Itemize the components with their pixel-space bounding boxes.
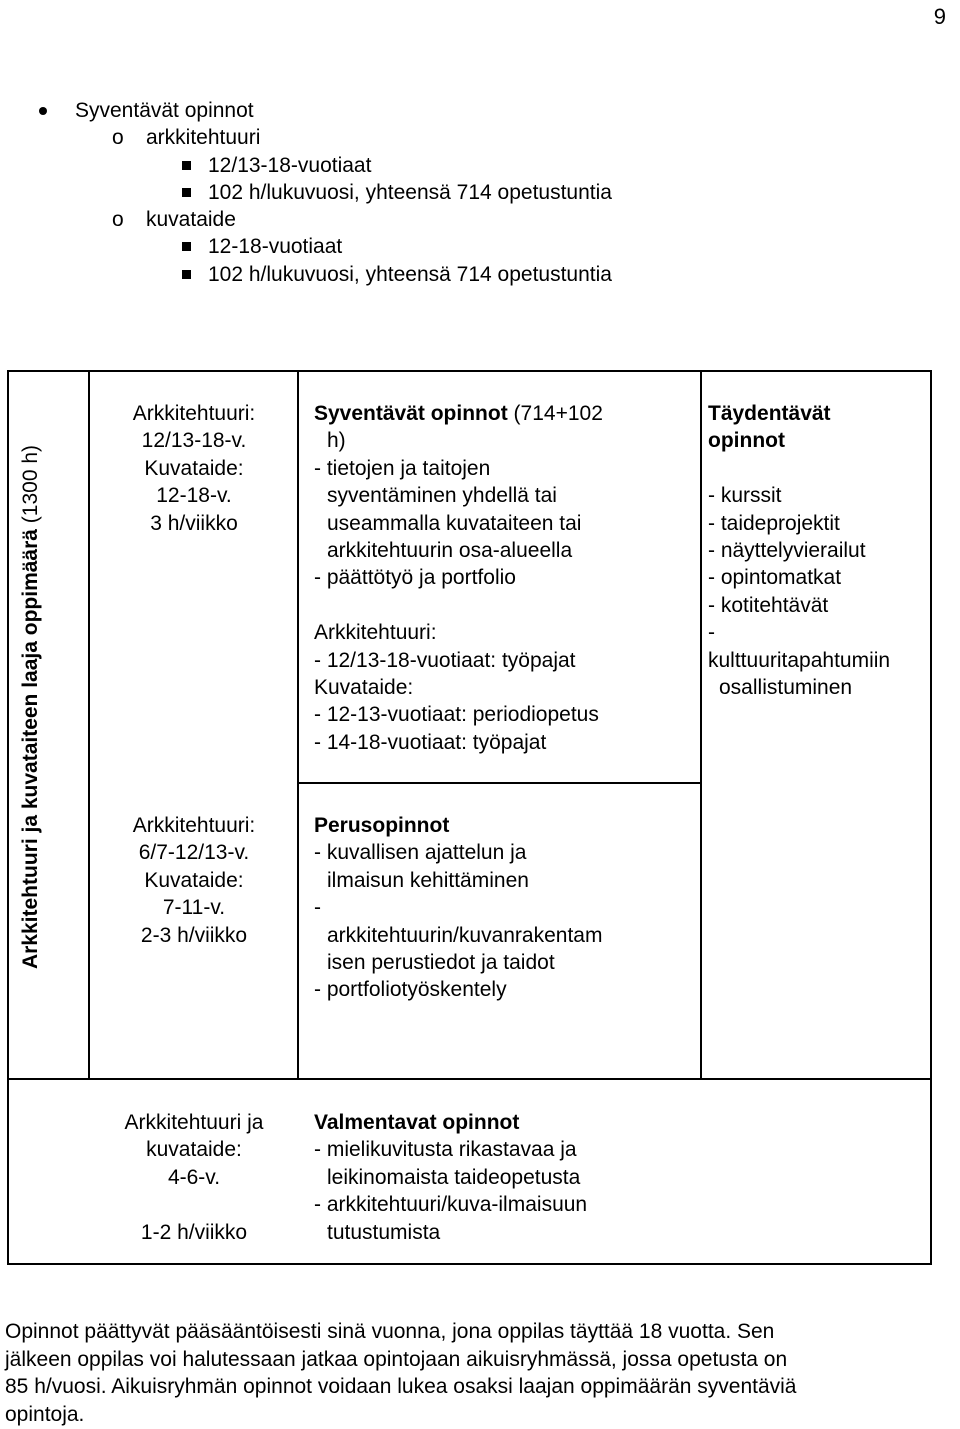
content-line: - kurssit (708, 484, 782, 508)
content-line: Arkkitehtuuri: (314, 621, 437, 645)
perus-title: Perusopinnot (314, 814, 450, 837)
valmentavat-content-cell (314, 1109, 694, 1246)
age-line: 2-3 h/viikko (140, 923, 248, 947)
syventavat-title-line (314, 400, 694, 427)
vertical-title-normal: (1300 h) (19, 444, 42, 524)
outline-heading: Syventävät opinnot (75, 99, 254, 122)
outline-heading-item (0, 97, 960, 124)
table-border-left (7, 370, 9, 1265)
age-line: 4-6-v. (167, 1165, 221, 1189)
vertical-title-bold: Arkkitehtuuri ja kuvataiteen laaja oppimäärä (19, 529, 42, 970)
age-line: Arkkitehtuuri: (132, 814, 256, 837)
content-line: - päättötyö ja portfolio (314, 566, 516, 590)
content-line: syventäminen yhdellä tai (327, 484, 557, 508)
outline-list (0, 97, 960, 288)
content-line: useammalla kuvataiteen tai (327, 511, 582, 535)
content-line: leikinomaista taideopetusta (327, 1165, 581, 1189)
content-line: - 12-13-vuotiaat: periodiopetus (314, 703, 599, 727)
bullet-dot-icon (39, 107, 47, 115)
table-divider (700, 370, 702, 1079)
outline-item-text: 12-18-vuotiaat (208, 235, 343, 259)
content-line: - mielikuvitusta rikastavaa ja (314, 1138, 577, 1162)
bullet-o-marker: o (112, 208, 124, 232)
syventavat-hours: (714+102 (513, 402, 603, 425)
spacer (708, 455, 930, 482)
content-line: - (708, 621, 715, 645)
footnote-line: opintoja. (5, 1402, 85, 1426)
syventavat-title: Syventävät opinnot (314, 402, 508, 425)
table-divider (297, 370, 299, 1079)
content-line: arkkitehtuurin osa-alueella (327, 539, 573, 563)
content-line: - kotitehtävät (708, 593, 829, 617)
content-line: - 12/13-18-vuotiaat: työpajat (314, 648, 576, 672)
age-line: Arkkitehtuuri: (132, 402, 256, 425)
outline-section (0, 206, 960, 233)
outline-item-text: 102 h/lukuvuosi, yhteensä 714 opetustuntia (208, 262, 612, 286)
table-divider (88, 370, 90, 1079)
outline-item (0, 179, 960, 206)
page-number: 9 (933, 4, 946, 29)
spacer (94, 1191, 294, 1218)
age-line: kuvataide: (146, 1138, 242, 1162)
content-line: osallistuminen (719, 676, 853, 700)
vertical-table-title (19, 445, 43, 969)
table-divider (297, 782, 702, 784)
age-line: 6/7-12/13-v. (138, 841, 250, 865)
content-line: arkkitehtuurin/kuvanrakentam (327, 923, 603, 947)
outline-item-text: 12/13-18-vuotiaat (208, 153, 372, 177)
valmentavat-age-cell (94, 1109, 294, 1246)
content-line: - portfoliotyöskentely (314, 978, 507, 1002)
content-line: - kuvallisen ajattelun ja (314, 841, 527, 865)
taydentavat-title: Täydentävät (708, 402, 831, 425)
content-line: - 14-18-vuotiaat: työpajat (314, 730, 547, 754)
content-line: - (314, 896, 321, 920)
content-line: kulttuuritapahtumiin (708, 648, 891, 672)
perus-age-cell (94, 812, 294, 949)
bullet-o-marker: o (112, 126, 124, 150)
bullet-square-icon (182, 270, 191, 279)
age-line: Kuvataide: (144, 868, 244, 892)
table-border-top (7, 370, 931, 372)
bullet-square-icon (182, 242, 191, 251)
content-line: isen perustiedot ja taidot (327, 951, 555, 975)
outline-item (0, 233, 960, 260)
syventavat-age-cell (94, 400, 294, 537)
content-line: - taideprojektit (708, 511, 840, 535)
syventavat-content-cell (314, 400, 694, 756)
age-line: 7-11-v. (162, 896, 226, 920)
outline-section (0, 124, 960, 151)
spacer (314, 592, 694, 619)
content-line: Kuvataide: (314, 676, 414, 700)
content-line: tutustumista (327, 1220, 441, 1244)
content-line: - arkkitehtuuri/kuva-ilmaisuun (314, 1193, 588, 1217)
taydentavat-title: opinnot (708, 429, 785, 453)
outline-item-text: 102 h/lukuvuosi, yhteensä 714 opetustuntia (208, 180, 612, 204)
age-line: 1-2 h/viikko (140, 1220, 248, 1244)
bullet-square-icon (182, 161, 191, 170)
footnote-line: Opinnot päättyvät pääsääntöisesti sinä vuonna, jona oppilas täyttää 18 vuotta. Sen (5, 1320, 775, 1343)
perus-content-cell (314, 812, 694, 1004)
table-divider (7, 1078, 931, 1080)
content-line: - näyttelyvierailut (708, 539, 866, 563)
content-line: - tietojen ja taitojen (314, 456, 491, 480)
bullet-square-icon (182, 188, 191, 197)
age-line: Arkkitehtuuri ja (124, 1111, 264, 1134)
age-line: 3 h/viikko (150, 511, 238, 535)
table-border-bottom (7, 1263, 931, 1265)
age-line: Kuvataide: (144, 456, 244, 480)
outline-section-title: arkkitehtuuri (146, 126, 261, 150)
age-line: 12-18-v. (156, 484, 232, 508)
taydentavat-cell (708, 400, 930, 701)
valmentavat-title: Valmentavat opinnot (314, 1111, 520, 1134)
table-border-right (930, 370, 932, 1265)
outline-item (0, 152, 960, 179)
footnote-line: jälkeen oppilas voi halutessaan jatkaa opintojaan aikuisryhmässä, jossa opetusta on (5, 1347, 788, 1371)
age-line: 12/13-18-v. (141, 429, 247, 453)
footnote-paragraph (5, 1318, 935, 1428)
content-line: ilmaisun kehittäminen (327, 868, 529, 892)
outline-section-title: kuvataide (146, 208, 236, 232)
outline-item (0, 261, 960, 288)
footnote-line: 85 h/vuosi. Aikuisryhmän opinnot voidaan lukea osaksi laajan oppimäärän syventäviä (5, 1375, 797, 1399)
content-line: - opintomatkat (708, 566, 842, 590)
syventavat-hours-cont: h) (327, 429, 346, 453)
